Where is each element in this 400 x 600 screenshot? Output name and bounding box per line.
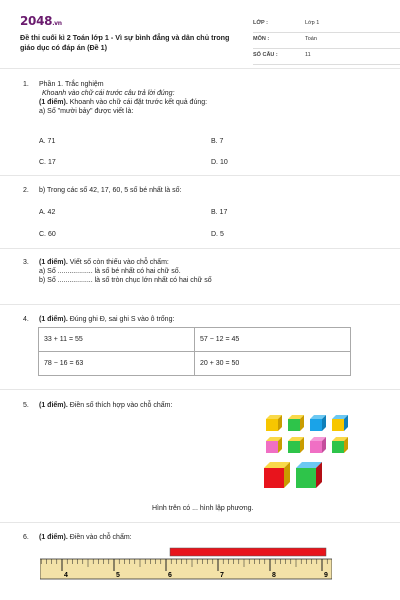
option-d[interactable]: D. 10 [211, 159, 228, 166]
document-title: Đề thi cuối kì 2 Toán lớp 1 - Vì sự bình đẳng và dân chủ trong giáo dục có đáp án (Đề 1) [20, 33, 230, 53]
sub-question-a: a) Số .................. là số bé nhất có hai chữ số. [39, 268, 181, 276]
table-cell[interactable]: 78 − 16 = 63 [39, 352, 195, 376]
section-heading: Phần 1. Trắc nghiệm [39, 81, 104, 88]
divider [0, 68, 400, 69]
ruler-body [40, 559, 332, 579]
cube [296, 462, 322, 488]
question-text: (1 điểm). Đúng ghi Đ, sai ghi S vào ô trống: [39, 316, 175, 323]
option-c[interactable]: C. 17 [39, 159, 56, 166]
option-b[interactable]: B. 7 [211, 138, 224, 145]
cube [332, 415, 348, 431]
instruction: Khoanh vào chữ cái trước câu trả lời đúng: [42, 90, 175, 98]
meta-table [253, 17, 400, 65]
cube [310, 415, 326, 431]
ruler [40, 546, 332, 582]
divider [0, 175, 400, 176]
question-text: (1 điểm). Khoanh vào chữ cái đặt trước kết quả đúng: [39, 99, 208, 107]
option-b[interactable]: B. 17 [211, 209, 228, 216]
measured-bar [170, 548, 326, 556]
site-logo[interactable]: 2048.vn [20, 14, 62, 28]
cube [332, 437, 348, 453]
table-cell[interactable]: 57 − 12 = 45 [195, 328, 351, 352]
cube [310, 437, 326, 453]
header [20, 14, 382, 62]
true-false-table [38, 327, 351, 376]
question-text: b) Trong các số 42, 17, 60, 5 số bé nhất là số: [39, 187, 182, 194]
cube [288, 415, 304, 431]
cube [264, 462, 290, 488]
option-a[interactable]: A. 71 [39, 138, 56, 145]
option-a[interactable]: A. 42 [39, 209, 56, 216]
meta-row-subject: MÔN : Toán [253, 33, 400, 49]
option-c[interactable]: C. 60 [39, 231, 56, 238]
question-text: (1 điểm). Viết số còn thiếu vào chỗ chấm: [39, 259, 169, 266]
sub-question: a) Số "mười bảy" được viết là: [39, 108, 134, 116]
sub-question-b: b) Số .................. là số tròn chục lớn nhất có hai chữ số [39, 277, 212, 285]
divider [0, 248, 400, 249]
ruler-label: 4 [64, 572, 68, 579]
ruler-label: 6 [168, 572, 172, 579]
option-d[interactable]: D. 5 [211, 231, 224, 238]
cube [266, 415, 282, 431]
ruler-label: 7 [220, 572, 224, 579]
divider [0, 304, 400, 305]
divider [0, 389, 400, 390]
question-text: (1 điểm). Điền vào chỗ chấm: [39, 534, 132, 541]
cube [266, 437, 282, 453]
ruler-label: 8 [272, 572, 276, 579]
ruler-label: 9 [324, 572, 328, 579]
table-cell[interactable]: 20 + 30 = 50 [195, 352, 351, 376]
ruler-figure [40, 546, 332, 582]
meta-row-count: SỐ CÂU : 11 [253, 49, 400, 65]
cube [288, 437, 304, 453]
meta-row-class: LỚP : Lớp 1 [253, 17, 400, 33]
question-text: (1 điểm). Điền số thích hợp vào chỗ chấm: [39, 402, 173, 409]
divider [0, 522, 400, 523]
ruler-label: 5 [116, 572, 120, 579]
figure-caption: Hình trên có ... hình lập phương. [152, 505, 254, 512]
table-cell[interactable]: 33 + 11 = 55 [39, 328, 195, 352]
